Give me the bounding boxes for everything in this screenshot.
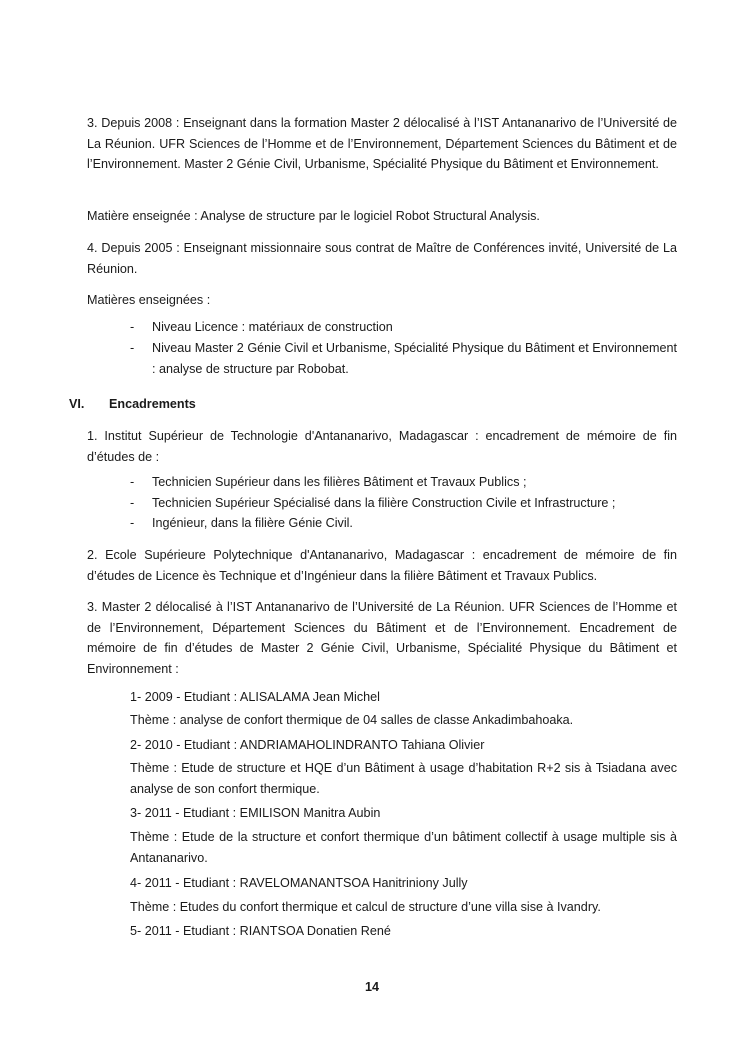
paragraph-master-2008: 3. Depuis 2008 : Enseignant dans la formation Master 2 délocalisé à l’IST Antananarivo de l’Université de La Réunion. UFR Sciences de l’Homme et de l’Environnement, Département Sciences du Bâtiment et de l’Environnement. Master 2 Génie Civil, Urbanisme, Spécialité Physique du Bâtiment et Environnement. bbox=[87, 116, 677, 171]
student-line: 2- 2010 - Etudiant : ANDRIAMAHOLINDRANTO Tahiana Olivier bbox=[130, 738, 485, 752]
paragraph-matiere-enseignee: Matière enseignée : Analyse de structure par le logiciel Robot Structural Analysis. bbox=[87, 209, 540, 223]
bullet-marker: - bbox=[130, 320, 135, 334]
section-number: VI. bbox=[69, 397, 85, 411]
matieres-label: Matières enseignées : bbox=[87, 293, 211, 307]
paragraph-missionnaire-2005: 4. Depuis 2005 : Enseignant missionnaire sous contrat de Maître de Conférences invité, Université de La Réunion. bbox=[87, 241, 677, 276]
section-title: Encadrements bbox=[109, 397, 196, 411]
section-heading bbox=[69, 394, 196, 415]
paragraph-esp-antananarivo: 2. Ecole Supérieure Polytechnique d'Antananarivo, Madagascar : encadrement de mémoire de fin d’études de Licence ès Technique et d’Ingénieur dans la filière Bâtiment et Travaux Publics. bbox=[87, 548, 677, 583]
student-line: 3- 2011 - Etudiant : EMILISON Manitra Aubin bbox=[130, 806, 381, 820]
bullet-marker: - bbox=[130, 496, 135, 510]
list-item: Technicien Supérieur dans les filières Bâtiment et Travaux Publics ; bbox=[152, 475, 527, 489]
list-item: Ingénieur, dans la filière Génie Civil. bbox=[152, 516, 353, 530]
list-item: Technicien Supérieur Spécialisé dans la filière Construction Civile et Infrastructure ; bbox=[152, 496, 616, 510]
bullet-marker: - bbox=[130, 516, 135, 530]
list-item: Niveau Master 2 Génie Civil et Urbanisme, Spécialité Physique du Bâtiment et Environnement : analyse de structure par Robobat. bbox=[152, 341, 677, 376]
student-theme: Thème : Etude de structure et HQE d’un Bâtiment à usage d’habitation R+2 sis à Tsiadana avec analyse de son confort thermique. bbox=[130, 761, 677, 796]
bullet-marker: - bbox=[130, 341, 135, 355]
student-theme: Thème : Etudes du confort thermique et calcul de structure d’une villa sise à Ivandry. bbox=[130, 900, 601, 914]
student-line: 5- 2011 - Etudiant : RIANTSOA Donatien René bbox=[130, 924, 391, 938]
student-theme: Thème : Etude de la structure et confort thermique d’un bâtiment collectif à usage multiple sis à Antananarivo. bbox=[130, 830, 677, 865]
page-number: 14 bbox=[364, 980, 379, 994]
paragraph-master-encadrement: 3. Master 2 délocalisé à l’IST Antananarivo de l’Université de La Réunion. UFR Sciences de l’Homme et de l’Environnement, Département Sciences du Bâtiment et de l’Environnement. Encadrement de mémoire de fin d’études de Master 2 Génie Civil, Urbanisme, Spécialité Physique du Bâtiment et Environnement : bbox=[87, 600, 677, 676]
paragraph-ist-antananarivo: 1. Institut Supérieur de Technologie d'Antananarivo, Madagascar : encadrement de mémoire de fin d’études de : bbox=[87, 429, 677, 464]
list-item: Niveau Licence : matériaux de construction bbox=[152, 320, 393, 334]
student-line: 1- 2009 - Etudiant : ALISALAMA Jean Michel bbox=[130, 690, 380, 704]
student-line: 4- 2011 - Etudiant : RAVELOMANANTSOA Hanitriniony Jully bbox=[130, 876, 468, 890]
student-theme: Thème : analyse de confort thermique de 04 salles de classe Ankadimbahoaka. bbox=[130, 713, 574, 727]
bullet-marker: - bbox=[130, 475, 135, 489]
